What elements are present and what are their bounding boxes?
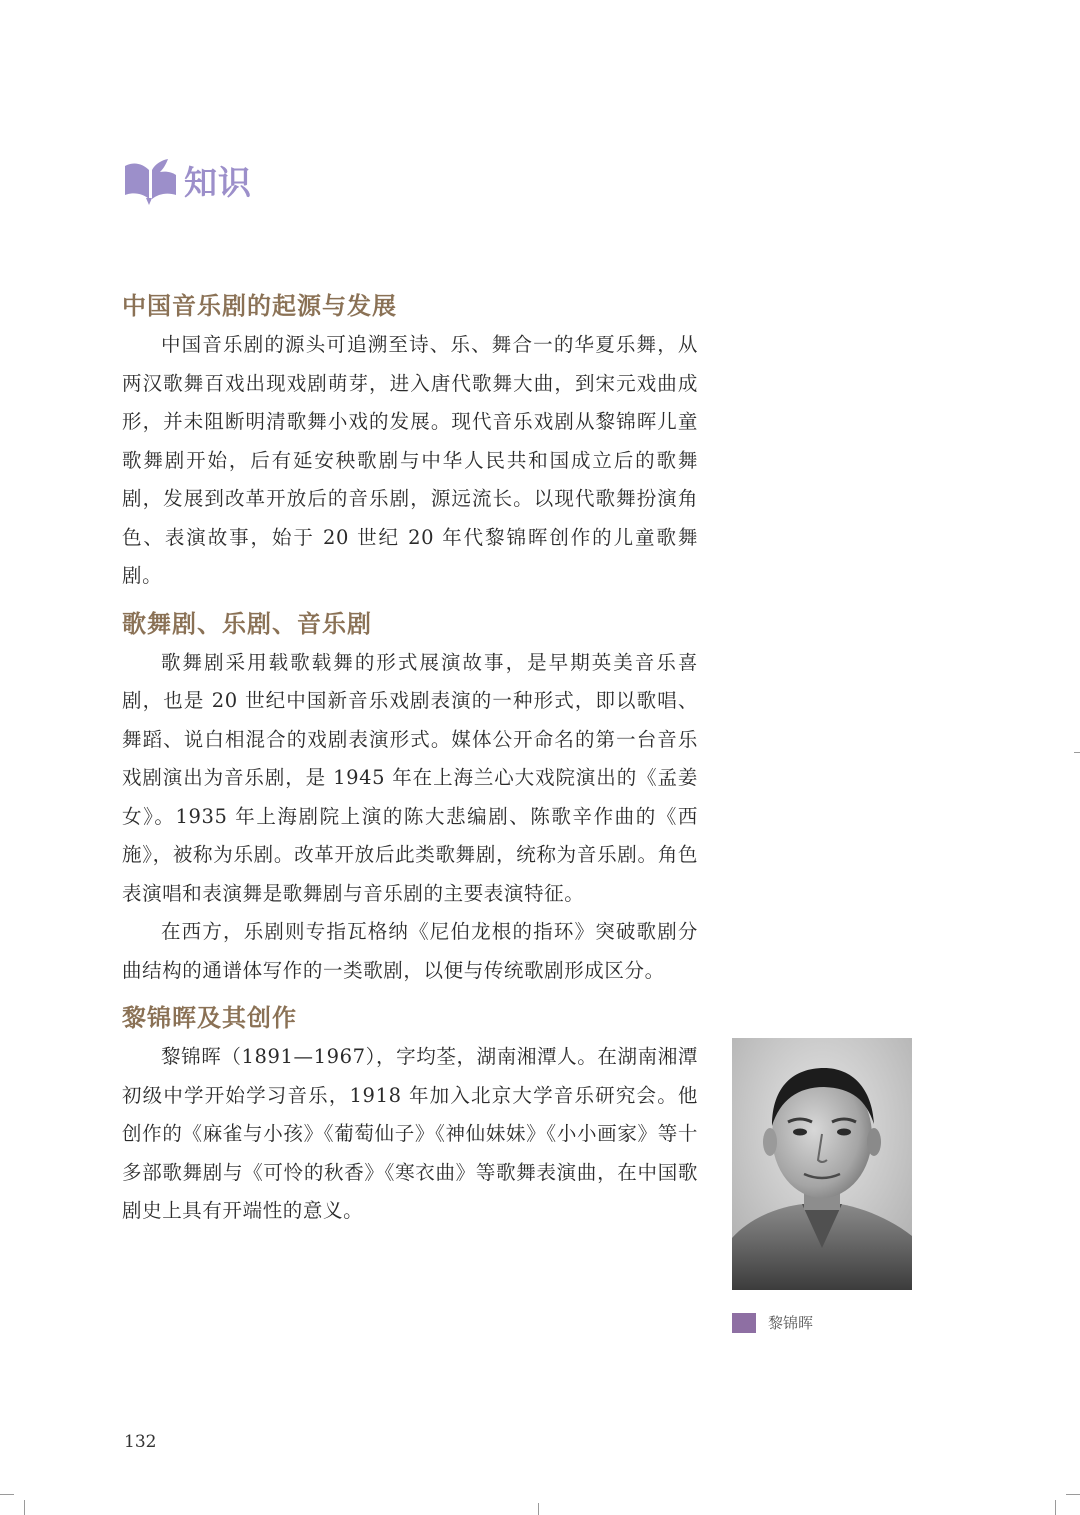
section-heading-origin: 中国音乐剧的起源与发展 [122,291,397,320]
paragraph: 在西方，乐剧则专指瓦格纳《尼伯龙根的指环》突破歌剧分曲结构的通谱体写作的一类歌剧，以便与传统歌剧形成区分。 [122,920,698,982]
article-body [122,286,698,1231]
section-header [122,150,252,210]
photo-caption [732,1312,813,1333]
paragraph: 黎锦晖（1891—1967），字均荃，湖南湘潭人。在湖南湘潭初级中学开始学习音乐，1918 年加入北京大学音乐研究会。他创作的《麻雀与小孩》《葡萄仙子》《神仙妹妹》《小小画家》等十多部歌舞剧与《可怜的秋香》《寒衣曲》等歌舞表演曲，在中国歌剧史上具有开端性的意义。 [122,1045,698,1222]
open-book-icon [122,152,178,208]
caption-swatch [732,1313,756,1333]
page-number: 132 [124,1432,157,1452]
paragraph: 中国音乐剧的源头可追溯至诗、乐、舞合一的华夏乐舞，从两汉歌舞百戏出现戏剧萌芽，进入唐代歌舞大曲，到宋元戏曲成形，并未阻断明清歌舞小戏的发展。现代音乐戏剧从黎锦晖儿童歌舞剧开始，后有延安秧歌剧与中华人民共和国成立后的歌舞剧，发展到改革开放后的音乐剧，源远流长。以现代歌舞扮演角色、表演故事，始于 20 世纪 20 年代黎锦晖创作的儿童歌舞剧。 [122,333,698,587]
caption-text: 黎锦晖 [768,1314,814,1332]
crop-mark [0,1494,14,1495]
portrait-photo [732,1038,912,1290]
crop-mark [1055,1500,1056,1515]
header-title: 知识 [184,162,252,202]
section-heading-li-jinhui: 黎锦晖及其创作 [122,1003,297,1032]
paragraph: 歌舞剧采用载歌载舞的形式展演故事，是早期英美音乐喜剧，也是 20 世纪中国新音乐戏剧表演的一种形式，即以歌唱、舞蹈、说白相混合的戏剧表演形式。媒体公开命名的第一台音乐戏剧演出为音乐剧，是 1945 年在上海兰心大戏院演出的《孟姜女》。1935 年上海剧院上演的陈大悲编剧、陈歌辛作曲的《西施》，被称为乐剧。改革开放后此类歌舞剧，统称为音乐剧。角色表演唱和表演舞是歌舞剧与音乐剧的主要表演特征。 [122,650,698,905]
section-heading-genres: 歌舞剧、乐剧、音乐剧 [122,608,372,638]
crop-mark [24,1500,25,1515]
crop-mark [1074,752,1080,753]
crop-mark [1066,1494,1080,1495]
crop-mark [538,1503,539,1515]
